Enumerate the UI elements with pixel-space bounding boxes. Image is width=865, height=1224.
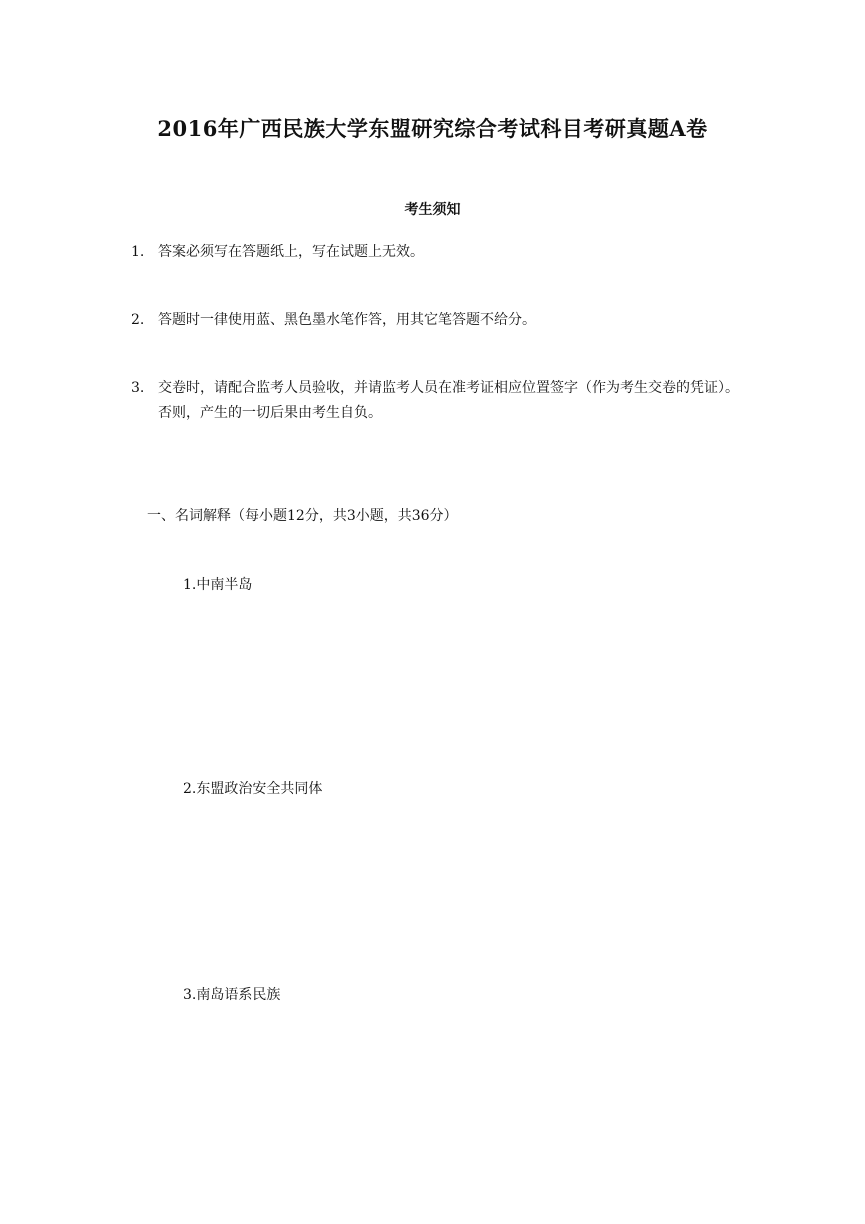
question-item: 1.中南半岛 [183,577,253,593]
notice-text: 答题时一律使用蓝、黑色墨水笔作答，用其它笔答题不给分。 [158,312,536,328]
notice-number: 2. [131,312,145,328]
notice-number: 1. [131,244,145,260]
notice-text: 答案必须写在答题纸上，写在试题上无效。 [158,244,424,260]
notice-item [131,308,751,333]
question-item: 2.东盟政治安全共同体 [183,781,323,797]
section-heading: 一、名词解释（每小题12分，共3小题，共36分） [147,508,458,524]
notice-text: 交卷时，请配合监考人员验收，并请监考人员在准考证相应位置签字（作为考生交卷的凭证）。否则，产生的一切后果由考生自负。 [158,380,739,421]
notice-heading: 考生须知 [404,202,461,218]
page-title: 2016年广西民族大学东盟研究综合考试科目考研真题A卷 [157,116,708,141]
notice-number: 3. [131,380,145,396]
notice-item [131,240,751,265]
question-item: 3.南岛语系民族 [183,987,281,1003]
notice-item [131,376,751,426]
